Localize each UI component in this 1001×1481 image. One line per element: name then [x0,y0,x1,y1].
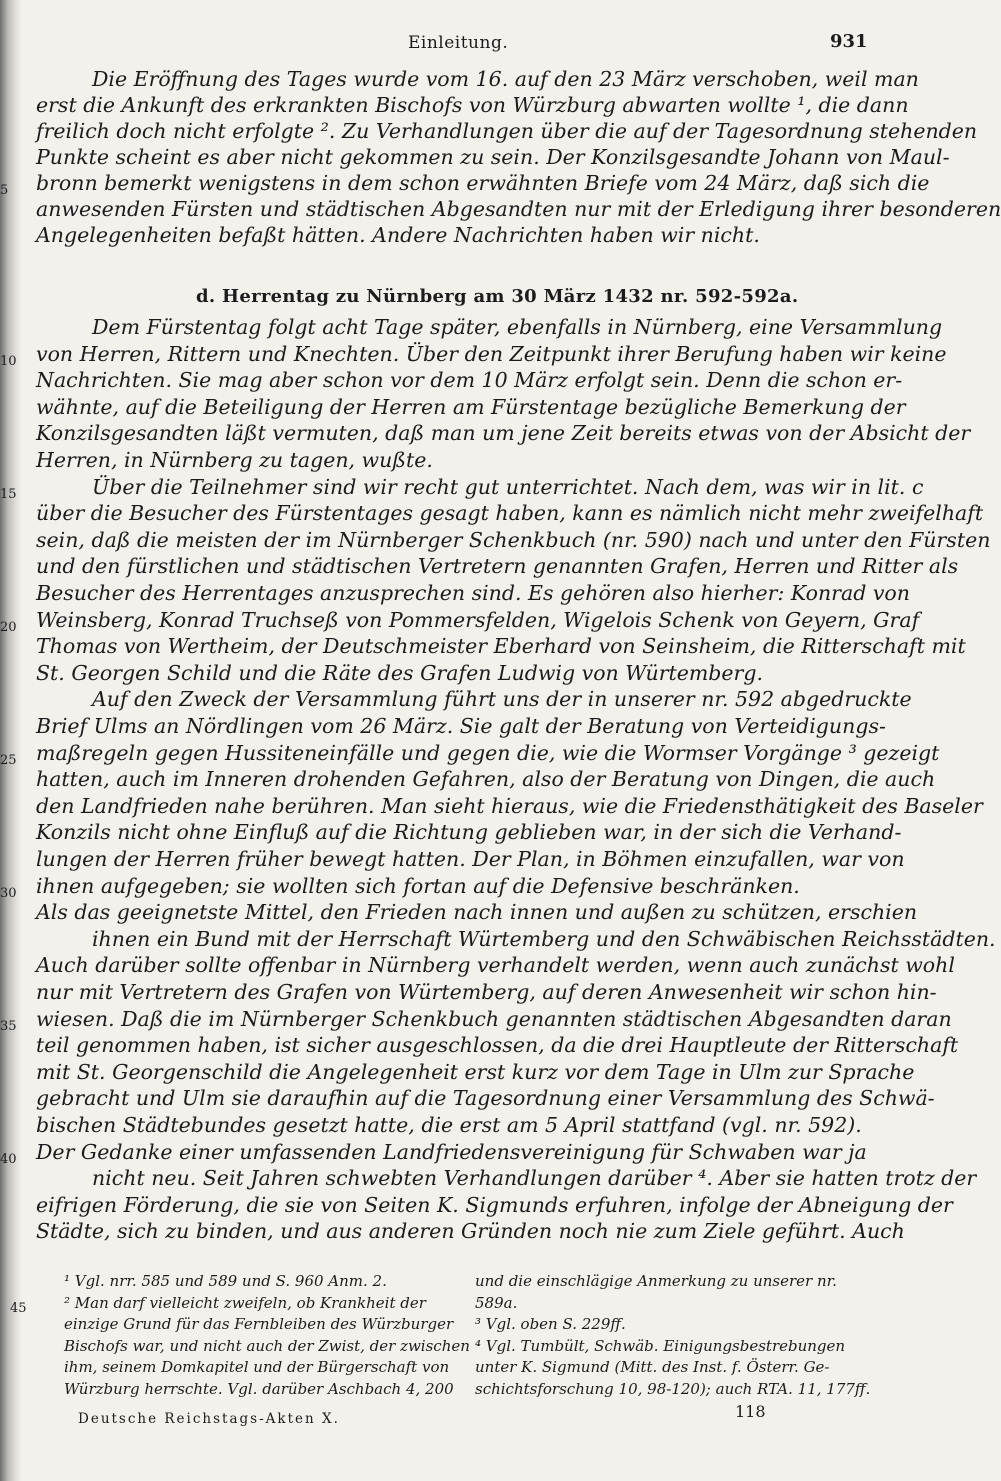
text-line [36,819,902,845]
footnote-line: Bischofs war, und nicht auch der Zwist, der zwischen [64,1336,470,1355]
text-line [36,222,866,248]
footnote-line: ¹ Vgl. nrr. 585 und 589 und S. 960 Anm. 2. [64,1272,387,1290]
line-text: bischen Städtebundes gesetzt hatte, die erst am 5 April stattfand (vgl. nr. 592). [36,1113,862,1137]
line-text: St. Georgen Schild und die Räte des Grafen Ludwig von Würtemberg. [36,660,763,685]
footnote-line: unter K. Sigmund (Mitt. des Inst. f. Österr. Ge- [475,1358,830,1376]
text-line [36,474,922,500]
line-text: wähnte, auf die Beteiligung der Herren am Fürstentage bezügliche Bemerkung der [36,394,906,419]
line-text: Die Eröffnung des Tages wurde vom 16. auf den 23 März verschoben, weil man [92,67,919,91]
text-line [36,553,959,579]
line-text: hatten, auch im Inneren drohenden Gefahren, also der Beratung von Dingen, die auch [36,767,936,792]
footnote-line: ihm, seinem Domkapitel und der Bürgerschaft von [64,1358,450,1376]
footnotes-left-column [64,1271,470,1400]
footnote-line: ² Man darf vielleicht zweifeln, ob Krankheit der [64,1293,426,1312]
text-line [36,1139,866,1165]
line-text: teil genommen haben, ist sicher ausgeschlossen, da die drei Hauptleute der Ritterschaft [36,1033,959,1058]
line-text: Über die Teilnehmer sind wir recht gut unterrichtet. Nach dem, was wir in lit. c [92,474,924,499]
line-text: Dem Fürstentag folgt acht Tage später, ebenfalls in Nürnberg, eine Versammlung [92,315,943,339]
text-line [36,92,909,118]
line-text: eifrigen Förderung, die sie von Seiten K. Sigmunds erfuhren, infolge der Abneigung der [36,1192,953,1217]
text-line [36,1218,905,1244]
text-line [36,1059,915,1085]
footnote-line: Würzburg herrschte. Vgl. darüber Aschbach 4, 200 [64,1379,454,1398]
line-text: über die Besucher des Fürstentages gesagt haben, kann es nämlich nicht mehr zweifelhaft [36,501,984,526]
print-signature: Deutsche Reichstags-Akten X. [78,1411,340,1427]
line-text: Weinsberg, Konrad Truchseß von Pommersfelden, Wigelois Schenk von Geyern, Graf [36,607,920,632]
text-line [36,420,971,446]
line-text: Nachrichten. Sie mag aber schon vor dem 10 März erfolgt sein. Denn die schon er- [36,368,903,393]
line-text: Besucher des Herrentages anzusprechen sind. Es gehören also hierher: Konrad von [36,581,910,605]
line-text: wiesen. Daß die im Nürnberger Schenkbuch genannten städtischen Abgesandten daran [36,1006,952,1031]
footnotes-right-column [475,1271,875,1400]
line-text: lungen der Herren früher bewegt hatten. Der Plan, in Böhmen einzufallen, war von [36,847,905,871]
line-text: Herren, in Nürnberg zu tagen, wußte. [36,448,433,472]
text-line [36,314,943,340]
line-text: Brief Ulms an Nördlingen vom 26 März. Sie galt der Beratung von Verteidigungs- [36,714,886,738]
footnote-line: einzige Grund für das Fernbleiben des Würzburger [64,1315,454,1333]
line-text: Konzils nicht ohne Einfluß auf die Richtung geblieben war, in der sich die Verhand- [36,820,902,845]
text-line [36,793,983,819]
text-line [36,846,905,872]
section-heading: d. Herrentag zu Nürnberg am 30 März 1432 nr. 592-592a. [196,286,799,307]
running-head: Einleitung. [408,33,509,53]
text-line [36,447,866,473]
line-text: Städte, sich zu binden, und aus anderen Gründen noch nie zum Ziele geführt. Auch [36,1219,905,1244]
line-text: sein, daß die meisten der im Nürnberger Schenkbuch (nr. 590) nach und unter den Fürsten [36,527,991,552]
line-text: von Herren, Rittern und Knechten. Über den Zeitpunkt ihrer Berufung haben wir keine [36,341,947,366]
footnote-line-number: 45 [10,1301,27,1316]
text-line [36,660,866,686]
text-line [36,873,866,899]
text-line [36,118,978,144]
footnote-line: ³ Vgl. oben S. 229ff. [475,1315,626,1333]
text-line [36,341,947,367]
text-line [36,1085,935,1111]
text-line [36,740,940,766]
text-line [36,1006,952,1032]
line-text: Konzilsgesandten läßt vermuten, daß man um jene Zeit bereits etwas von der Absicht der [36,421,971,446]
text-line [36,580,910,606]
line-text: maßregeln gegen Hussiteneinfälle und gegen die, wie die Wormser Vorgänge ³ gezeigt [36,740,940,765]
line-text: Angelegenheiten befaßt hätten. Andere Nachrichten haben wir nicht. [36,223,760,247]
line-text: und den fürstlichen und städtischen Vertretern genannten Grafen, Herren und Ritter als [36,554,959,579]
line-text: ihnen ein Bund mit der Herrschaft Würtemberg und den Schwäbischen Reichsstädten. [92,926,996,951]
page-number: 931 [830,31,868,52]
line-text: bronn bemerkt wenigstens in dem schon erwähnten Briefe vom 24 März, daß sich die [36,171,930,195]
text-line [36,1192,953,1218]
sheet-number: 118 [735,1402,766,1421]
text-line [36,367,903,393]
line-text: Als das geeignetste Mittel, den Frieden nach innen und außen zu schützen, erschien [36,900,918,925]
line-text: den Landfrieden nahe berühren. Man sieht hieraus, wie die Friedensthätigkeit des Baseler [36,793,983,818]
line-text: erst die Ankunft des erkrankten Bischofs von Würzburg abwarten wollte ¹, die dann [36,93,909,117]
text-line [36,766,936,792]
line-text: nur mit Vertretern des Grafen von Würtemberg, auf deren Anwesenheit wir schon hin- [36,980,937,1004]
text-line [36,66,922,92]
footnote-line: ⁴ Vgl. Tumbült, Schwäb. Einigungsbestrebungen [475,1336,846,1355]
line-text: anwesenden Fürsten und städtischen Abgesandten nur mit der Erledigung ihrer besonderen [36,197,1001,221]
text-line [36,979,937,1005]
line-text: Punkte scheint es aber nicht gekommen zu sein. Der Konzilsgesandte Johann von Maul- [36,145,950,169]
line-text: gebracht und Ulm sie daraufhin auf die Tagesordnung einer Versammlung des Schwä- [36,1086,935,1111]
text-line [36,1112,866,1138]
text-line [36,196,1001,222]
line-text: ihnen aufgegeben; sie wollten sich fortan auf die Defensive beschränken. [36,873,800,898]
binding-shadow [0,0,22,1481]
footnote-line: und die einschlägige Anmerkung zu unserer nr. [475,1272,837,1290]
text-line [36,713,886,739]
text-line [36,633,966,659]
text-line [36,899,918,925]
footnote-line: schichtsforschung 10, 98-120); auch RTA. 11, 177ff. [475,1379,871,1398]
line-text: mit St. Georgenschild die Angelegenheit erst kurz vor dem Tage in Ulm zur Sprache [36,1059,915,1084]
footnote-line: 589a. [475,1293,518,1312]
line-text: Auch darüber sollte offenbar in Nürnberg verhandelt werden, wenn auch zunächst wohl [36,953,955,978]
text-line [36,144,950,170]
line-text: freilich doch nicht erfolgte ². Zu Verhandlungen über die auf der Tagesordnung stehenden [36,119,978,143]
text-line [36,394,906,420]
line-text: Thomas von Wertheim, der Deutschmeister Eberhard von Seinsheim, die Ritterschaft mit [36,634,966,659]
text-line [36,170,930,196]
text-line [36,527,991,553]
line-text: nicht neu. Seit Jahren schwebten Verhandlungen darüber ⁴. Aber sie hatten trotz der [92,1166,977,1191]
line-text: Auf den Zweck der Versammlung führt uns der in unserer nr. 592 abgedruckte [92,687,912,712]
text-line [36,1032,959,1058]
text-line [36,607,920,633]
text-line [36,500,984,526]
text-line [36,1165,977,1191]
text-line [36,952,955,978]
text-line [36,926,996,952]
text-line [36,686,922,712]
line-text: Der Gedanke einer umfassenden Landfriedensvereinigung für Schwaben war ja [36,1139,867,1164]
